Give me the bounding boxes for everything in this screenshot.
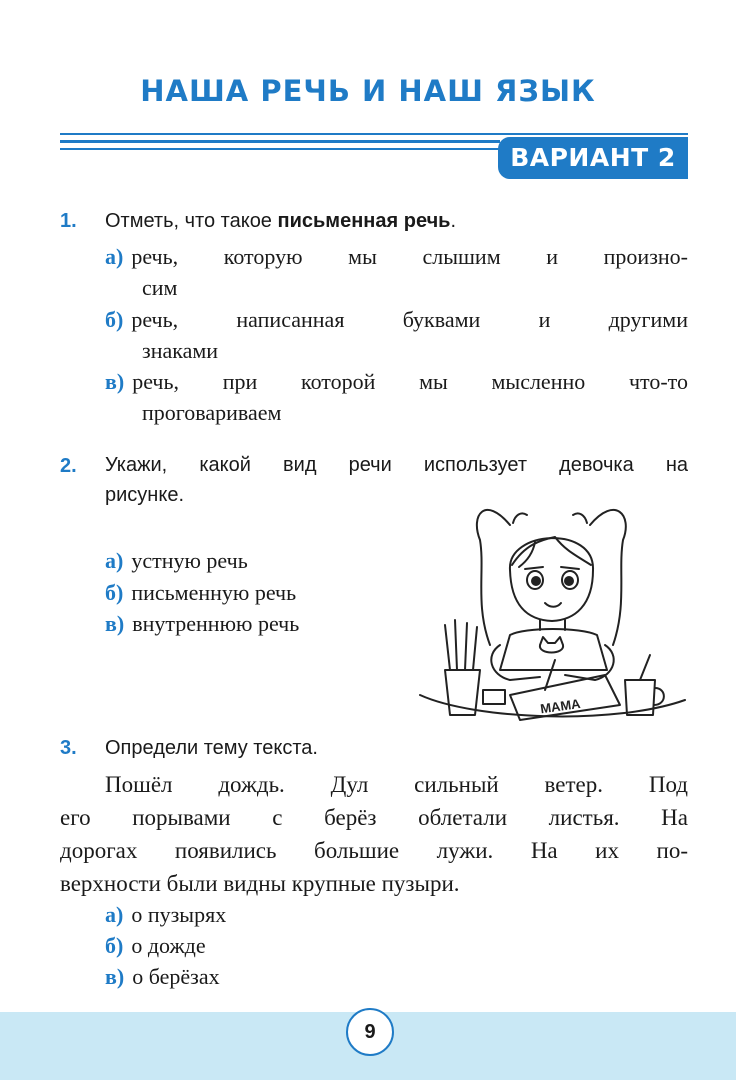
q2-option-a[interactable] [105,545,248,576]
header-rule-bottom [60,148,500,150]
option-letter: в) [105,964,125,989]
option-text: о дожде [131,933,206,958]
option-text: внутреннюю речь [132,611,300,636]
option-text-cont: знаками [142,338,219,363]
page-number: 9 [346,1008,394,1056]
option-letter: в) [105,611,125,636]
question-1-text [105,206,456,236]
header-rule-top [60,133,688,135]
q1-option-a[interactable] [105,241,688,303]
option-text: о берёзах [132,964,220,989]
option-text: речь, которую мы слышим и произно- [131,244,688,269]
option-letter: б) [105,307,124,332]
option-text: речь, при которой мы мысленно что-то [132,369,688,394]
option-text-cont: проговариваем [142,400,282,425]
q3-option-b[interactable] [105,930,206,961]
paragraph-line: его порывами с берёз облетали листья. На [60,805,688,830]
question-3-paragraph [60,768,688,900]
option-letter: в) [105,369,125,394]
option-letter: а) [105,902,124,927]
paragraph-line: верхности были видны крупные пузыри. [60,871,460,896]
option-letter: а) [105,548,124,573]
question-2-number: 2. [60,455,77,477]
question-1-text-part: Отметь, что такое [105,210,278,232]
option-letter: а) [105,244,124,269]
question-1-number: 1. [60,210,77,232]
variant-badge: ВАРИАНТ 2 [498,137,688,179]
question-2-text-line1: Укажи, какой вид речи использует девочка на [105,454,688,476]
option-letter: б) [105,933,124,958]
q2-option-c[interactable] [105,608,299,639]
page-title: НАША РЕЧЬ И НАШ ЯЗЫК [140,74,596,108]
option-text-cont: сим [142,275,178,300]
question-3-number: 3. [60,737,77,759]
option-letter: б) [105,580,124,605]
question-2-text-line2: рисунке. [105,484,184,506]
paper-word: МАМА [539,695,582,717]
option-text: письменную речь [131,580,297,605]
paragraph-line: Пошёл дождь. Дул сильный ветер. Под [105,772,688,797]
q3-option-c[interactable] [105,961,220,992]
q1-option-c[interactable] [105,366,688,428]
q1-option-b[interactable] [105,304,688,366]
paragraph-line: дорогах появились большие лужи. На их по- [60,838,688,863]
question-1-bold-term: письменная речь [277,210,451,232]
option-text: о пузырях [131,902,227,927]
header-rule-thick [60,140,500,143]
girl-writing-illustration [415,495,690,725]
q3-option-a[interactable] [105,899,226,930]
option-text: устную речь [131,548,248,573]
question-3-text: Определи тему текста. [105,737,318,759]
q2-option-b[interactable] [105,577,296,608]
question-1-text-end: . [450,210,457,232]
option-text: речь, написанная буквами и другими [131,307,688,332]
